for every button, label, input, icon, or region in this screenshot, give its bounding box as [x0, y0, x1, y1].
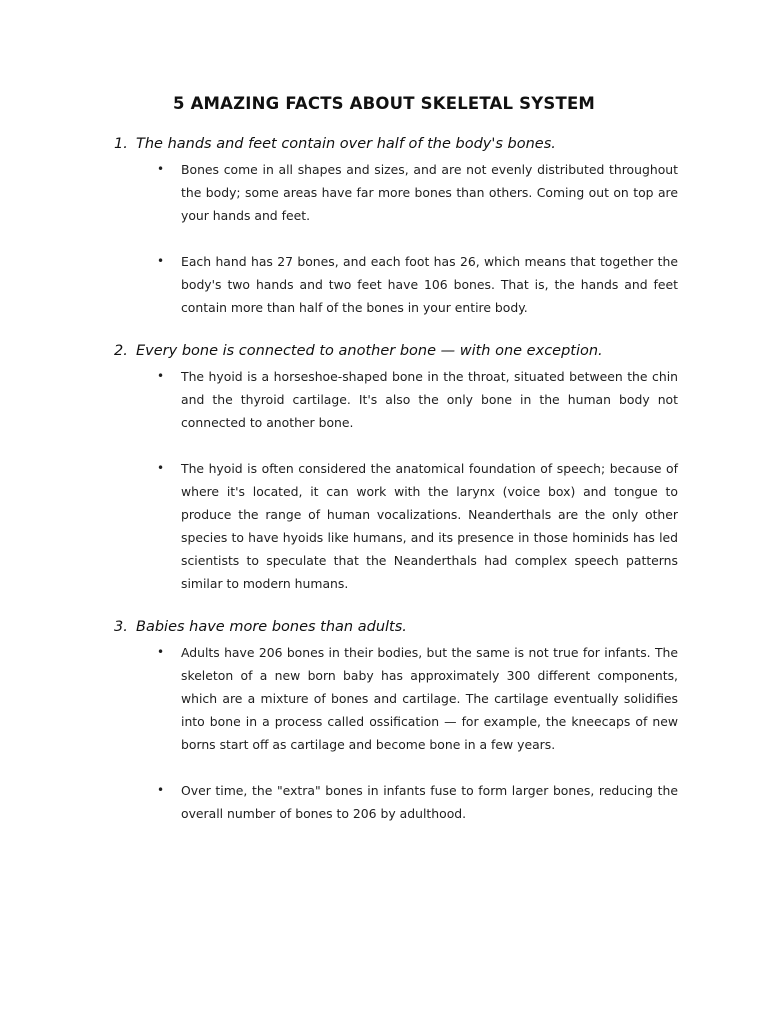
bullet-item [157, 250, 678, 319]
bullet-icon: • [157, 369, 165, 383]
bullet-icon: • [157, 461, 165, 475]
bullet-text: The hyoid is a horseshoe-shaped bone in the throat, situated between the chin and the thyroid cartilage. It's also the only bone in the human body not connected to another bone. [181, 369, 678, 430]
fact-heading [114, 617, 694, 637]
bullet-item [157, 457, 678, 595]
bullet-text: The hyoid is often considered the anatomical foundation of speech; because of where it's located, it can work with the larynx (voice box) and tongue to produce the range of human vocalizations. Neanderthals are the only other species to have hyoids like humans, and its presence in those hominids has led scientists to speculate that the Neanderthals had complex speech patterns similar to modern humans. [181, 461, 678, 591]
bullet-item [157, 365, 678, 434]
document-title: 5 AMAZING FACTS ABOUT SKELETAL SYSTEM [172, 94, 596, 113]
bullet-icon: • [157, 254, 165, 268]
fact-number: 1. [114, 136, 128, 152]
fact-1 [114, 134, 694, 319]
fact-heading [114, 341, 694, 361]
fact-3 [114, 617, 694, 825]
fact-number: 3. [114, 619, 128, 635]
fact-number: 2. [114, 343, 128, 359]
bullet-text: Each hand has 27 bones, and each foot has 26, which means that together the body's two hands and two feet have 106 bones. That is, the hands and feet contain more than half of the bones in your entire body. [181, 254, 678, 315]
bullet-item [157, 779, 678, 825]
bullet-item [157, 641, 678, 756]
bullet-item [157, 158, 678, 227]
fact-heading-text: Every bone is connected to another bone — with one exception. [136, 343, 603, 359]
fact-heading [114, 134, 694, 154]
bullet-text: Adults have 206 bones in their bodies, but the same is not true for infants. The skeleton of a new born baby has approximately 300 different components, which are a mixture of bones and cartilage. The cartilage eventually solidifies into bone in a process called ossification — for example, the kneecaps of new borns start off as cartilage and become bone in a few years. [181, 645, 678, 752]
bullet-text: Bones come in all shapes and sizes, and are not evenly distributed throughout the body; some areas have far more bones than others. Coming out on top are your hands and feet. [181, 162, 678, 223]
fact-heading-text: The hands and feet contain over half of the body's bones. [136, 136, 556, 152]
bullet-icon: • [157, 783, 165, 797]
bullet-icon: • [157, 645, 165, 659]
fact-2 [114, 341, 694, 595]
fact-heading-text: Babies have more bones than adults. [136, 619, 407, 635]
bullet-icon: • [157, 162, 165, 176]
bullet-text: Over time, the "extra" bones in infants fuse to form larger bones, reducing the overall number of bones to 206 by adulthood. [181, 783, 678, 821]
